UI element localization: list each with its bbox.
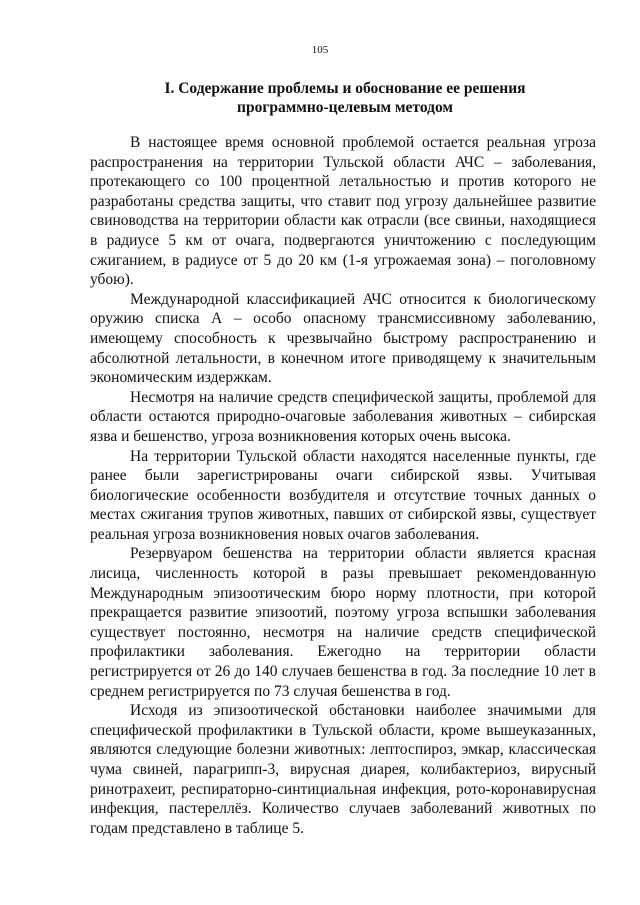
paragraph-anthrax: На территории Тульской области находятся населенные пункты, где ранее были зарегистрированы очаги сибирской язвы. Учитывая биологические особенности возбудителя и отсутствие точных данных о местах сжигания трупов животных, павших от сибирской язвы, существует реальная угроза возникновения новых очагов заболевания.	[90, 447, 596, 543]
paragraph-asf-threat: В настоящее время основной проблемой остается реальная угроза распространения на территории Тульской области АЧС – заболевания, протекающего со 100 процентной летальностью и против которого не разработаны средства защиты, что ставит под угрозу дальнейшее развитие свиноводства на территории области как отрасли (все свиньи, находящиеся в радиусе 5 км от очага, подвергаются уничтожению с последующим сжиганием, в радиусе от 5 до 20 км (1-я угрожаемая зона) – поголовному убою).	[90, 134, 596, 289]
section-heading-line-1: I. Содержание проблемы и обоснование ее решения	[164, 80, 526, 97]
paragraph-natural-focal-diseases: Несмотря на наличие средств специфической защиты, проблемой для области остаются природно-очаговые заболевания животных – сибирская язва и бешенство, угроза возникновения которых очень высока.	[90, 388, 596, 445]
paragraph-significant-diseases: Исходя из эпизоотической обстановки наиболее значимыми для специфической профилактики в Тульской области, кроме вышеуказанных, являются следующие болезни животных: лептоспироз, эмкар, классическая чума свиней, парагрипп-3, вирусная диарея, колибактериоз, вирусный ринотрахеит, респираторно-синтициальная инфекция, рото-коронавирусная инфекция, пастереллёз. Количество случаев заболеваний животных по годам представлено в таблице 5.	[90, 702, 596, 837]
body-text	[90, 133, 596, 838]
page-number: 105	[311, 44, 329, 56]
section-heading	[90, 79, 600, 117]
paragraph-rabies: Резервуаром бешенства на территории области является красная лисица, численность которой в разы превышает рекомендованную Международным эпизоотическим бюро норму плотности, при которой прекращается развитие эпизоотий, поэтому угроза вспышки заболевания существует постоянно, несмотря на наличие средств специфической профилактики заболевания. Ежегодно на территории области регистрируется от 26 до 140 случаев бешенства в год. За последние 10 лет в среднем регистрируется по 73 случая бешенства в год.	[90, 545, 596, 700]
section-heading-line-2: программно-целевым методом	[237, 99, 453, 116]
paragraph-asf-classification: Международной классификацией АЧС относится к биологическому оружию списка А – особо опасному трансмиссивному заболеванию, имеющему способность к чрезвычайно быстрому распространению и абсолютной летальности, в конечном итоге приводящему к значительным экономическим издержкам.	[90, 290, 596, 387]
